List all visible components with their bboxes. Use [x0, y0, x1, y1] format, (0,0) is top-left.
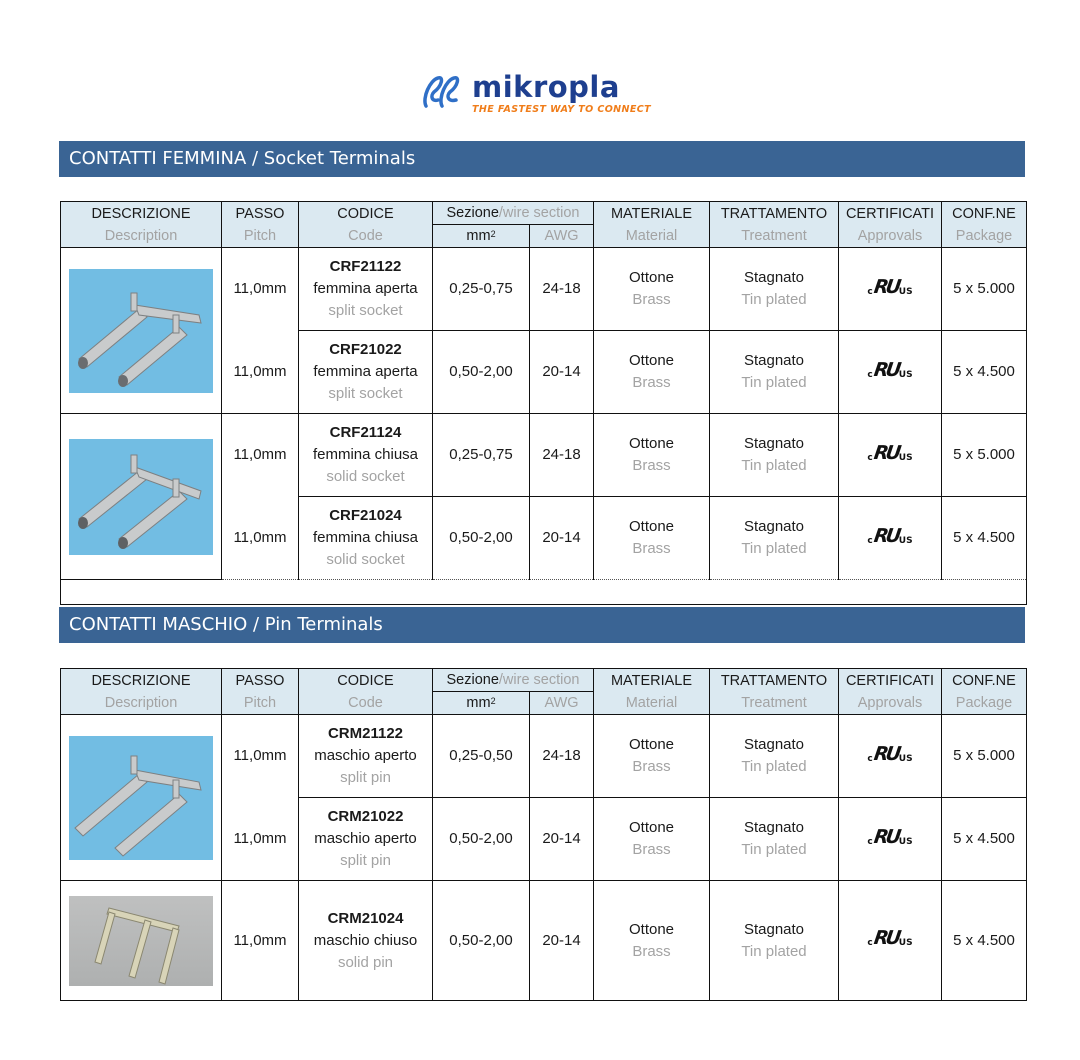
mm2-cell: 0,25-0,50 [433, 715, 530, 798]
mm2-cell: 0,25-0,75 [433, 248, 530, 331]
header-description: DESCRIZIONE Description [61, 669, 222, 715]
product-image-cell [61, 414, 222, 580]
logo-swirl-icon [420, 72, 470, 112]
section-banner-pin: CONTATTI MASCHIO / Pin Terminals [59, 607, 1025, 643]
approval-cell [839, 881, 942, 1001]
awg-cell: 20-14 [530, 497, 594, 580]
code-cell: CRF21024 femmina chiusa solid socket [299, 497, 433, 580]
treatment-cell: Stagnato Tin plated [710, 248, 839, 331]
treatment-cell: Stagnato Tin plated [710, 331, 839, 414]
material-cell: Ottone Brass [594, 414, 710, 497]
product-image-cell [61, 881, 222, 1001]
mm2-cell: 0,50-2,00 [433, 798, 530, 881]
code-cell: CRM21024 maschio chiuso solid pin [299, 881, 433, 1001]
header-code: CODICE Code [299, 202, 433, 248]
cULus-certification-icon: c RU US [867, 927, 913, 949]
header-package: CONF.NE Package [942, 202, 1027, 248]
package-cell: 5 x 5.000 [942, 715, 1027, 798]
header-wire-section: Sezione/wire section [433, 202, 594, 225]
solid-socket-photo [69, 439, 213, 555]
header-awg: AWG [530, 692, 594, 715]
logo-wordmark: mikropla [472, 70, 620, 104]
package-cell: 5 x 5.000 [942, 414, 1027, 497]
approval-cell [839, 497, 942, 580]
table-spacer-row [61, 580, 1027, 605]
code-cell: CRM21022 maschio aperto split pin [299, 798, 433, 881]
treatment-cell: Stagnato Tin plated [710, 881, 839, 1001]
approval-cell [839, 331, 942, 414]
awg-cell: 20-14 [530, 881, 594, 1001]
treatment-cell: Stagnato Tin plated [710, 715, 839, 798]
approval-cell [839, 248, 942, 331]
product-image-cell [61, 715, 222, 881]
material-cell: Ottone Brass [594, 248, 710, 331]
section-banner-socket: CONTATTI FEMMINA / Socket Terminals [59, 141, 1025, 177]
table-row [61, 248, 1027, 331]
code-cell: CRF21122 femmina aperta split socket [299, 248, 433, 331]
cULus-certification-icon: c RU US [867, 825, 913, 848]
header-description: DESCRIZIONE Description [61, 202, 222, 248]
package-cell: 5 x 4.500 [942, 497, 1027, 580]
table-row [61, 881, 1027, 1001]
pitch-cell: 11,0mm [222, 414, 299, 497]
split-pin-photo [69, 736, 213, 860]
mm2-cell: 0,50-2,00 [433, 881, 530, 1001]
material-cell: Ottone Brass [594, 331, 710, 414]
awg-cell: 24-18 [530, 414, 594, 497]
material-cell: Ottone Brass [594, 798, 710, 881]
cULus-certification-icon: c RU US [867, 275, 913, 298]
mm2-cell: 0,50-2,00 [433, 331, 530, 414]
socket-terminals-table [60, 201, 1027, 605]
header-material: MATERIALE Material [594, 202, 710, 248]
header-approvals: CERTIFICATI Approvals [839, 202, 942, 248]
approval-cell [839, 715, 942, 798]
package-cell: 5 x 4.500 [942, 331, 1027, 414]
code-cell: CRF21124 femmina chiusa solid socket [299, 414, 433, 497]
awg-cell: 20-14 [530, 331, 594, 414]
package-cell: 5 x 4.500 [942, 881, 1027, 1001]
solid-pin-photo [69, 896, 213, 986]
material-cell: Ottone Brass [594, 497, 710, 580]
header-mm2: $mm^2$ [433, 692, 530, 715]
split-socket-photo [69, 269, 213, 393]
table-row [61, 715, 1027, 798]
pitch-cell: 11,0mm [222, 798, 299, 881]
pitch-cell: 11,0mm [222, 331, 299, 414]
cULus-certification-icon: c RU US [867, 742, 913, 765]
product-image-cell [61, 248, 222, 414]
pin-terminals-table [60, 668, 1027, 1001]
cULus-certification-icon: c RU US [867, 358, 913, 381]
pitch-cell: 11,0mm [222, 881, 299, 1001]
cULus-certification-icon: c RU US [867, 524, 913, 547]
header-wire-section: Sezione/wire section [433, 669, 594, 692]
pitch-cell: 11,0mm [222, 248, 299, 331]
awg-cell: 24-18 [530, 248, 594, 331]
header-treatment: TRATTAMENTO Treatment [710, 202, 839, 248]
material-cell: Ottone Brass [594, 715, 710, 798]
header-code: CODICE Code [299, 669, 433, 715]
pitch-cell: 11,0mm [222, 715, 299, 798]
code-cell: CRM21122 maschio aperto split pin [299, 715, 433, 798]
cULus-certification-icon: c RU US [867, 441, 913, 464]
mm2-cell: 0,25-0,75 [433, 414, 530, 497]
header-treatment: TRATTAMENTO Treatment [710, 669, 839, 715]
mm2-cell: 0,50-2,00 [433, 497, 530, 580]
logo-tagline: THE FASTEST WAY TO CONNECT [472, 104, 652, 115]
package-cell: 5 x 5.000 [942, 248, 1027, 331]
header-package: CONF.NE Package [942, 669, 1027, 715]
mikropla-logo [420, 70, 660, 120]
header-pitch: PASSO Pitch [222, 669, 299, 715]
pitch-cell: 11,0mm [222, 497, 299, 580]
approval-cell [839, 414, 942, 497]
code-cell: CRF21022 femmina aperta split socket [299, 331, 433, 414]
header-material: MATERIALE Material [594, 669, 710, 715]
header-approvals: CERTIFICATI Approvals [839, 669, 942, 715]
treatment-cell: Stagnato Tin plated [710, 798, 839, 881]
approval-cell [839, 798, 942, 881]
material-cell: Ottone Brass [594, 881, 710, 1001]
awg-cell: 24-18 [530, 715, 594, 798]
header-pitch: PASSO Pitch [222, 202, 299, 248]
header-awg: AWG [530, 225, 594, 248]
package-cell: 5 x 4.500 [942, 798, 1027, 881]
awg-cell: 20-14 [530, 798, 594, 881]
treatment-cell: Stagnato Tin plated [710, 414, 839, 497]
table-row [61, 414, 1027, 497]
header-mm2: $mm^2$ [433, 225, 530, 248]
treatment-cell: Stagnato Tin plated [710, 497, 839, 580]
